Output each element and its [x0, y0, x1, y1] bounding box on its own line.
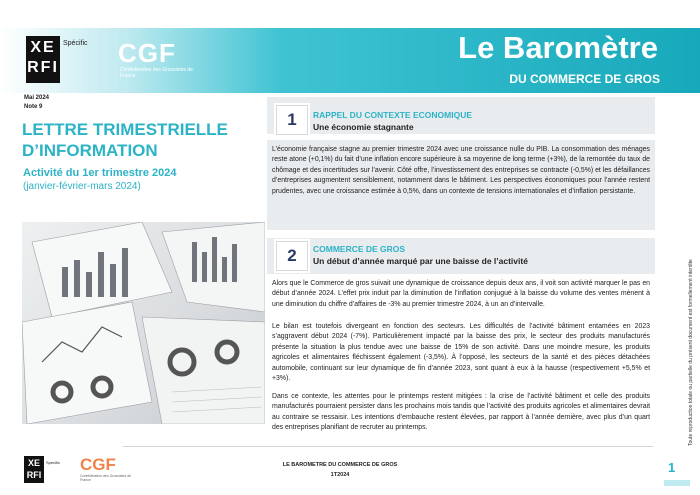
footer-cgf-logo: CGF — [80, 455, 116, 474]
section2-subtitle: Un début d’année marqué par une baisse de l’activité — [313, 256, 528, 266]
footer-text: LE BAROMETRE DU COMMERCE DE GROS 1T2024 — [282, 462, 398, 478]
xerfi-logo: XE RFI — [26, 36, 60, 83]
charts-illustration — [22, 222, 265, 424]
page-title: Le Baromètre — [458, 30, 658, 65]
page-number: 1 — [668, 460, 676, 475]
section1-title: RAPPEL DU CONTEXTE ECONOMIQUE — [313, 110, 472, 120]
footer-xerfi-logo: XE RFI — [24, 456, 44, 483]
cgf-tagline: Confédération des Grossistes de France — [120, 67, 193, 79]
cgf-logo: CGF — [118, 38, 176, 68]
section2-title: COMMERCE DE GROS — [313, 244, 406, 254]
footer-divider — [123, 446, 653, 447]
date-label: Mai 2024 — [24, 95, 50, 101]
footer-specific-label: Spécific — [46, 460, 61, 465]
note-label: Note 9 — [24, 104, 43, 110]
page-accent-bar — [664, 480, 690, 486]
document-meta — [24, 94, 49, 112]
section2-paragraph-2: Le bilan est toutefois divergeant en fonction des secteurs. Les difficultés de l’activité bâtiment entamées en 2023 s’aggravent début 2024 (-7%). Particulièrement impacté par la baisse des prix, le secteur des produits manufacturés présente la situation la plus tendue avec une baisse de 15% de son activité. Dans une moindre mesure, les produits agricoles et alimentaires fléchissent également (-3,5%). À l’opposé, les secteurs de la santé et des pièces détachées automobile, continuant sur leur dynamique de fin d’année 2023, sont quant à eux à la hausse (respectivement +5,5% et +3%). — [272, 323, 650, 383]
section1-number: 1 — [276, 105, 308, 135]
copyright-side-note: Toute reproduction totale ou partielle du présent document est formellement interdite — [688, 259, 694, 446]
section2-paragraph-1: Alors que le Commerce de gros suivait une dynamique de croissance depuis deux ans, il voit son activité marquer le pas en début d’année 2024. L’effet prix induit par la diminution de l’inflation conjugué à la baisse du volume des ventes mènent à une diminution du chiffre d’affaires de -3% au premier trimestre 2024, à un an d’intervalle. — [272, 280, 650, 308]
charts-photo — [22, 222, 265, 424]
activity-label: Activité du 1er trimestre 2024 — [23, 167, 177, 179]
section2-number: 2 — [276, 241, 308, 271]
specific-label: Spécific — [63, 40, 88, 47]
page-subtitle: DU COMMERCE DE GROS — [509, 72, 660, 86]
period-label: (janvier-février-mars 2024) — [23, 181, 141, 192]
section1-subtitle: Une économie stagnante — [313, 122, 414, 132]
footer-cgf-tagline: Confédération des Grossistes de France — [80, 474, 131, 482]
section2-paragraph-3: Dans ce contexte, les attentes pour le printemps restent mitigées : la crise de l’activité bâtiment et celle des produits manufacturés pourraient persister dans les prochains mois tandis que l’activité des produits agricoles et alimentaires devrait au contraire se ressaisir. Les intentions d’embauche restent élevées, par rapport à l’année dernière, avec plus d’un quart des entreprises planifiant de recruter au printemps. — [272, 393, 650, 432]
letter-title: LETTRE TRIMESTRIELLE D’INFORMATION — [22, 120, 228, 160]
section1-paragraph: L’économie française stagne au premier trimestre 2024 avec une croissance nulle du PIB. La consommation des ménages reste atone (+0,1%) du fait d’une inflation encore supérieure à sa moyenne de long terme (+3%), de la remontée du taux de chômage et des incertitudes sur l’avenir. Côté offre, l’investissement des entreprises se contracte (-0,5%) et les défaillances d’entreprises augmentent sensiblement, notamment dans le bâtiment. Les perspectives économiques pour l’année restent prudentes, avec une croissance estimée à 0,5%, dans un contexte de tensions internationales et d’inflation persistante. — [272, 146, 650, 195]
